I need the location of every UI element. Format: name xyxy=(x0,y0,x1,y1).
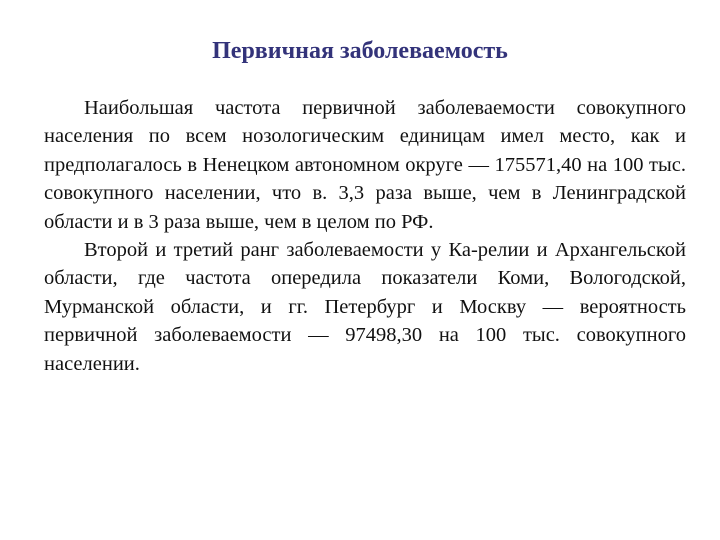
paragraph-1: Наибольшая частота первичной заболеваемости совокупного населения по всем нозологическим единицам имел место, как и предполагалось в Ненецком автономном округе — 175571,40 на 100 тыс. совокупного населении, что в. 3,3 раза выше, чем в Ленинградской области и в 3 раза выше, чем в целом по РФ. xyxy=(44,97,686,233)
slide-body xyxy=(44,94,686,378)
paragraph-2: Второй и третий ранг заболеваемости у Ка-релии и Архангельской области, где частота опередила показатели Коми, Вологодской, Мурманской области, и гг. Петербург и Москву — вероятность первичной заболеваемости — 97498,30 на 100 тыс. совокупного населении. xyxy=(44,239,686,375)
slide-title: Первичная заболеваемость xyxy=(212,38,508,64)
